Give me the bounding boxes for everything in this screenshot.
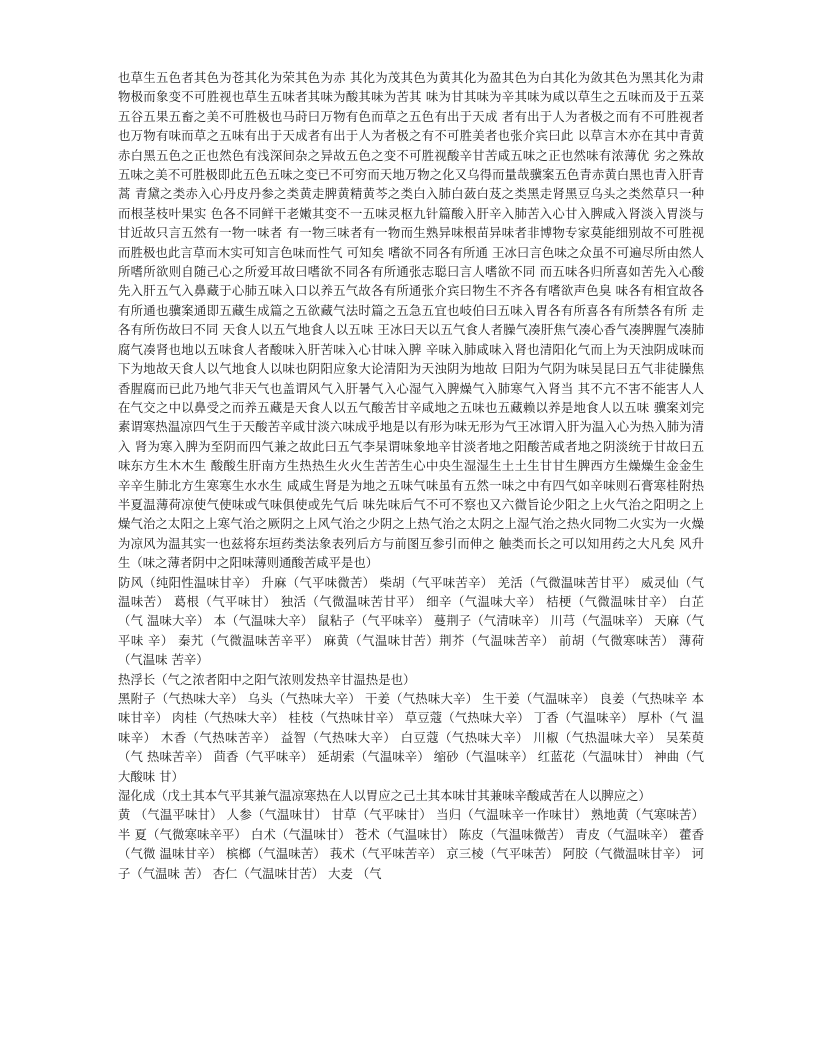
paragraph-wind-herbs: 防风（纯阳性温味甘辛） 升麻（气平味微苦） 柴胡（气平味苦辛） 羌活（气微温味苦甘平） 威灵仙（气 温味苦） 葛根（气平味甘） 独活（气微温味苦甘平） 细辛（气温味大辛） 桔梗（气微温味甘辛） 白芷（气 温味大辛） 本（气温味大辛） 鼠粘子（气平味辛） 蔓荆子（气清味辛） 川芎（气温味辛） 天麻（气平味 辛） 秦艽（气微温味苦辛平） 麻黄（气温味甘苦）荆芥（气温味苦辛） 前胡（气微寒味苦） 薄荷（气温味 苦辛）	[118, 574, 704, 668]
paragraph-heat-herbs: 黑附子（气热味大辛） 乌头（气热味大辛） 干姜（气热味大辛） 生干姜（气温味辛） 良姜（气热味辛 本味甘辛） 肉桂（气热味大辛） 桂枝（气热味甘辛） 草豆蔻（气热味大辛） 丁香（气温味辛） 厚朴（气 温味辛） 木香（气热味苦辛） 益智（气热味大辛） 白豆蔻（气热味大辛） 川椒（气热温味大辛） 吴茱萸（气 热味苦辛） 茴香（气平味辛） 延胡索（气温味辛） 缩砂（气温味辛） 红蓝花（气温味甘） 神曲（气大酸味 甘）	[118, 691, 704, 784]
paragraph-five-colors-flavors: 也草生五色者其色为苍其化为荣其色为赤 其化为茂其色为黄其化为盈其色为白其化为敛其色为黑其化为肃物极而象变不可胜视也草生五味者其味为酸其味为苦其 味为甘其味为辛其味为咸以草生之五味而及于五菜五谷五果五畜之美不可胜极也马莳曰万物有色而草之五色有出于天成 者有出于人为者极之而有不可胜视者也万物有味而草之五味有出于天成者有出于人为者极之有不可胜美者也张介宾曰此 以草言木亦在其中青黄赤白黑五色之正也然色有浅深间杂之异故五色之变不可胜视酸辛甘苦咸五味之正也然味有浓薄优 劣之殊故五味之美不可胜极即此五色五味之变已不可穷而天地万物之化又乌得而量哉骥案五色青赤黄白黑也青入肝青蒿 青黛之类赤入心丹皮丹参之类黄走脾黄精黄芩之类白入肺白蔹白芨之类黑走肾黑豆乌头之类然草只一种而根茎枝叶果实 色各不同鲜干老嫩其变不一五味灵枢九针篇酸入肝辛入肺苦入心甘入脾咸入肾淡入胃淡与甘近故只言五然有一物一味者 有一物三味者有一物而生熟异味根苗异味者非博物专家莫能细别故不可胜视而胜极也此言草而木实可知言色味而性气 可知矣 嗜欲不同各有所通 王冰曰言色味之众虽不可遍尽所由然人所嗜所欲则自随己心之所爱耳故曰嗜欲不同各有所通张志聪曰言人嗜欲不同 而五味各归所喜如苦先入心酸先入肝五气入鼻藏于心肺五味入口以养五气故各有所通张介宾曰物生不齐各有嗜欲声色臭 味各有相宜故各有所通也骥案通即五藏生成篇之五欲藏气法时篇之五急五宜也岐伯曰五味入胃各有所喜各有所禁各有所 走各有所伤故曰不同 天食人以五气地食人以五味 王冰曰天以五气食人者臊气凑肝焦气凑心香气凑脾腥气凑肺腐气凑肾也地以五味食人者酸味入肝苦味入心甘味入脾 辛味入肺咸味入肾也清阳化气而上为天浊阴成味而下为地故天食人以气地食人以味也阴阳应象大论清阳为天浊阴为地故 曰阳为气阴为味吴昆曰五气非徒臊焦香腥腐而已此乃地气非天气也盖谓风气入肝暑气入心湿气入脾燥气入肺寒气入肾当 其不亢不害不能害人人在气交之中以鼻受之而养五藏是天食人以五气酸苦甘辛咸地之五味也五藏赖以养是地食人以五味 骥案刘完素谓寒热温凉四气生于天酸苦辛咸甘淡六味成乎地是以有形为味无形为气王冰谓入肝为温入心为热入肺为清入 肾为寒入脾为至阴而四气兼之故此曰五气李杲谓味象地辛甘淡者地之阳酸苦咸者地之阴淡统于甘故曰五味东方生木木生 酸酸生肝南方生热热生火火生苦苦生心中央生湿湿生土土生甘甘生脾西方生燥燥生金金生辛辛生肺北方生寒寒生水水生 咸咸生肾是为地之五味气味虽有五然一味之中有四气如辛味则石膏寒桂附热半夏温薄荷凉使气使味或气味俱使或先气后 味先味后气不可不察也又六微旨论少阳之上火气治之阳明之上燥气治之太阳之上寒气治之厥阴之上风气治之少阴之上热气治之太阴之上湿气治之热火同物二火实为一火燥为凉风为温其实一也兹将东垣药类法象表列后方与前图互参引而伸之 触类而长之可以知用药之大凡矣 风升生（味之薄者阴中之阳味薄则通酸苦咸平是也）	[118, 70, 704, 571]
heading-damp-transformation: 湿化成（戊土其本气平其兼气温凉寒热在人以胃应之己土其本味甘其兼味辛酸咸苦在人以脾应之）	[118, 788, 651, 804]
document-page	[118, 68, 704, 883]
paragraph-damp-herbs: 黄 （气温平味甘） 人参（气温味甘） 甘草（气平味甘） 当归（气温味辛一作味甘） 熟地黄（气寒味苦） 半 夏（气微寒味辛平） 白术（气温味甘） 苍术（气温味甘） 陈皮（气温味微苦） 青皮（气温味辛） 藿香（气微 温味甘辛） 槟榔（气温味苦） 莪术（气平味苦辛） 京三棱（气平味苦） 阿胶（气微温味甘辛） 诃子（气温味 苦） 杏仁（气温味甘苦） 大麦 （气	[118, 807, 704, 881]
heading-heat-floating: 热浮长（气之浓者阳中之阳气浓则发热辛甘温热是也）	[118, 671, 416, 687]
